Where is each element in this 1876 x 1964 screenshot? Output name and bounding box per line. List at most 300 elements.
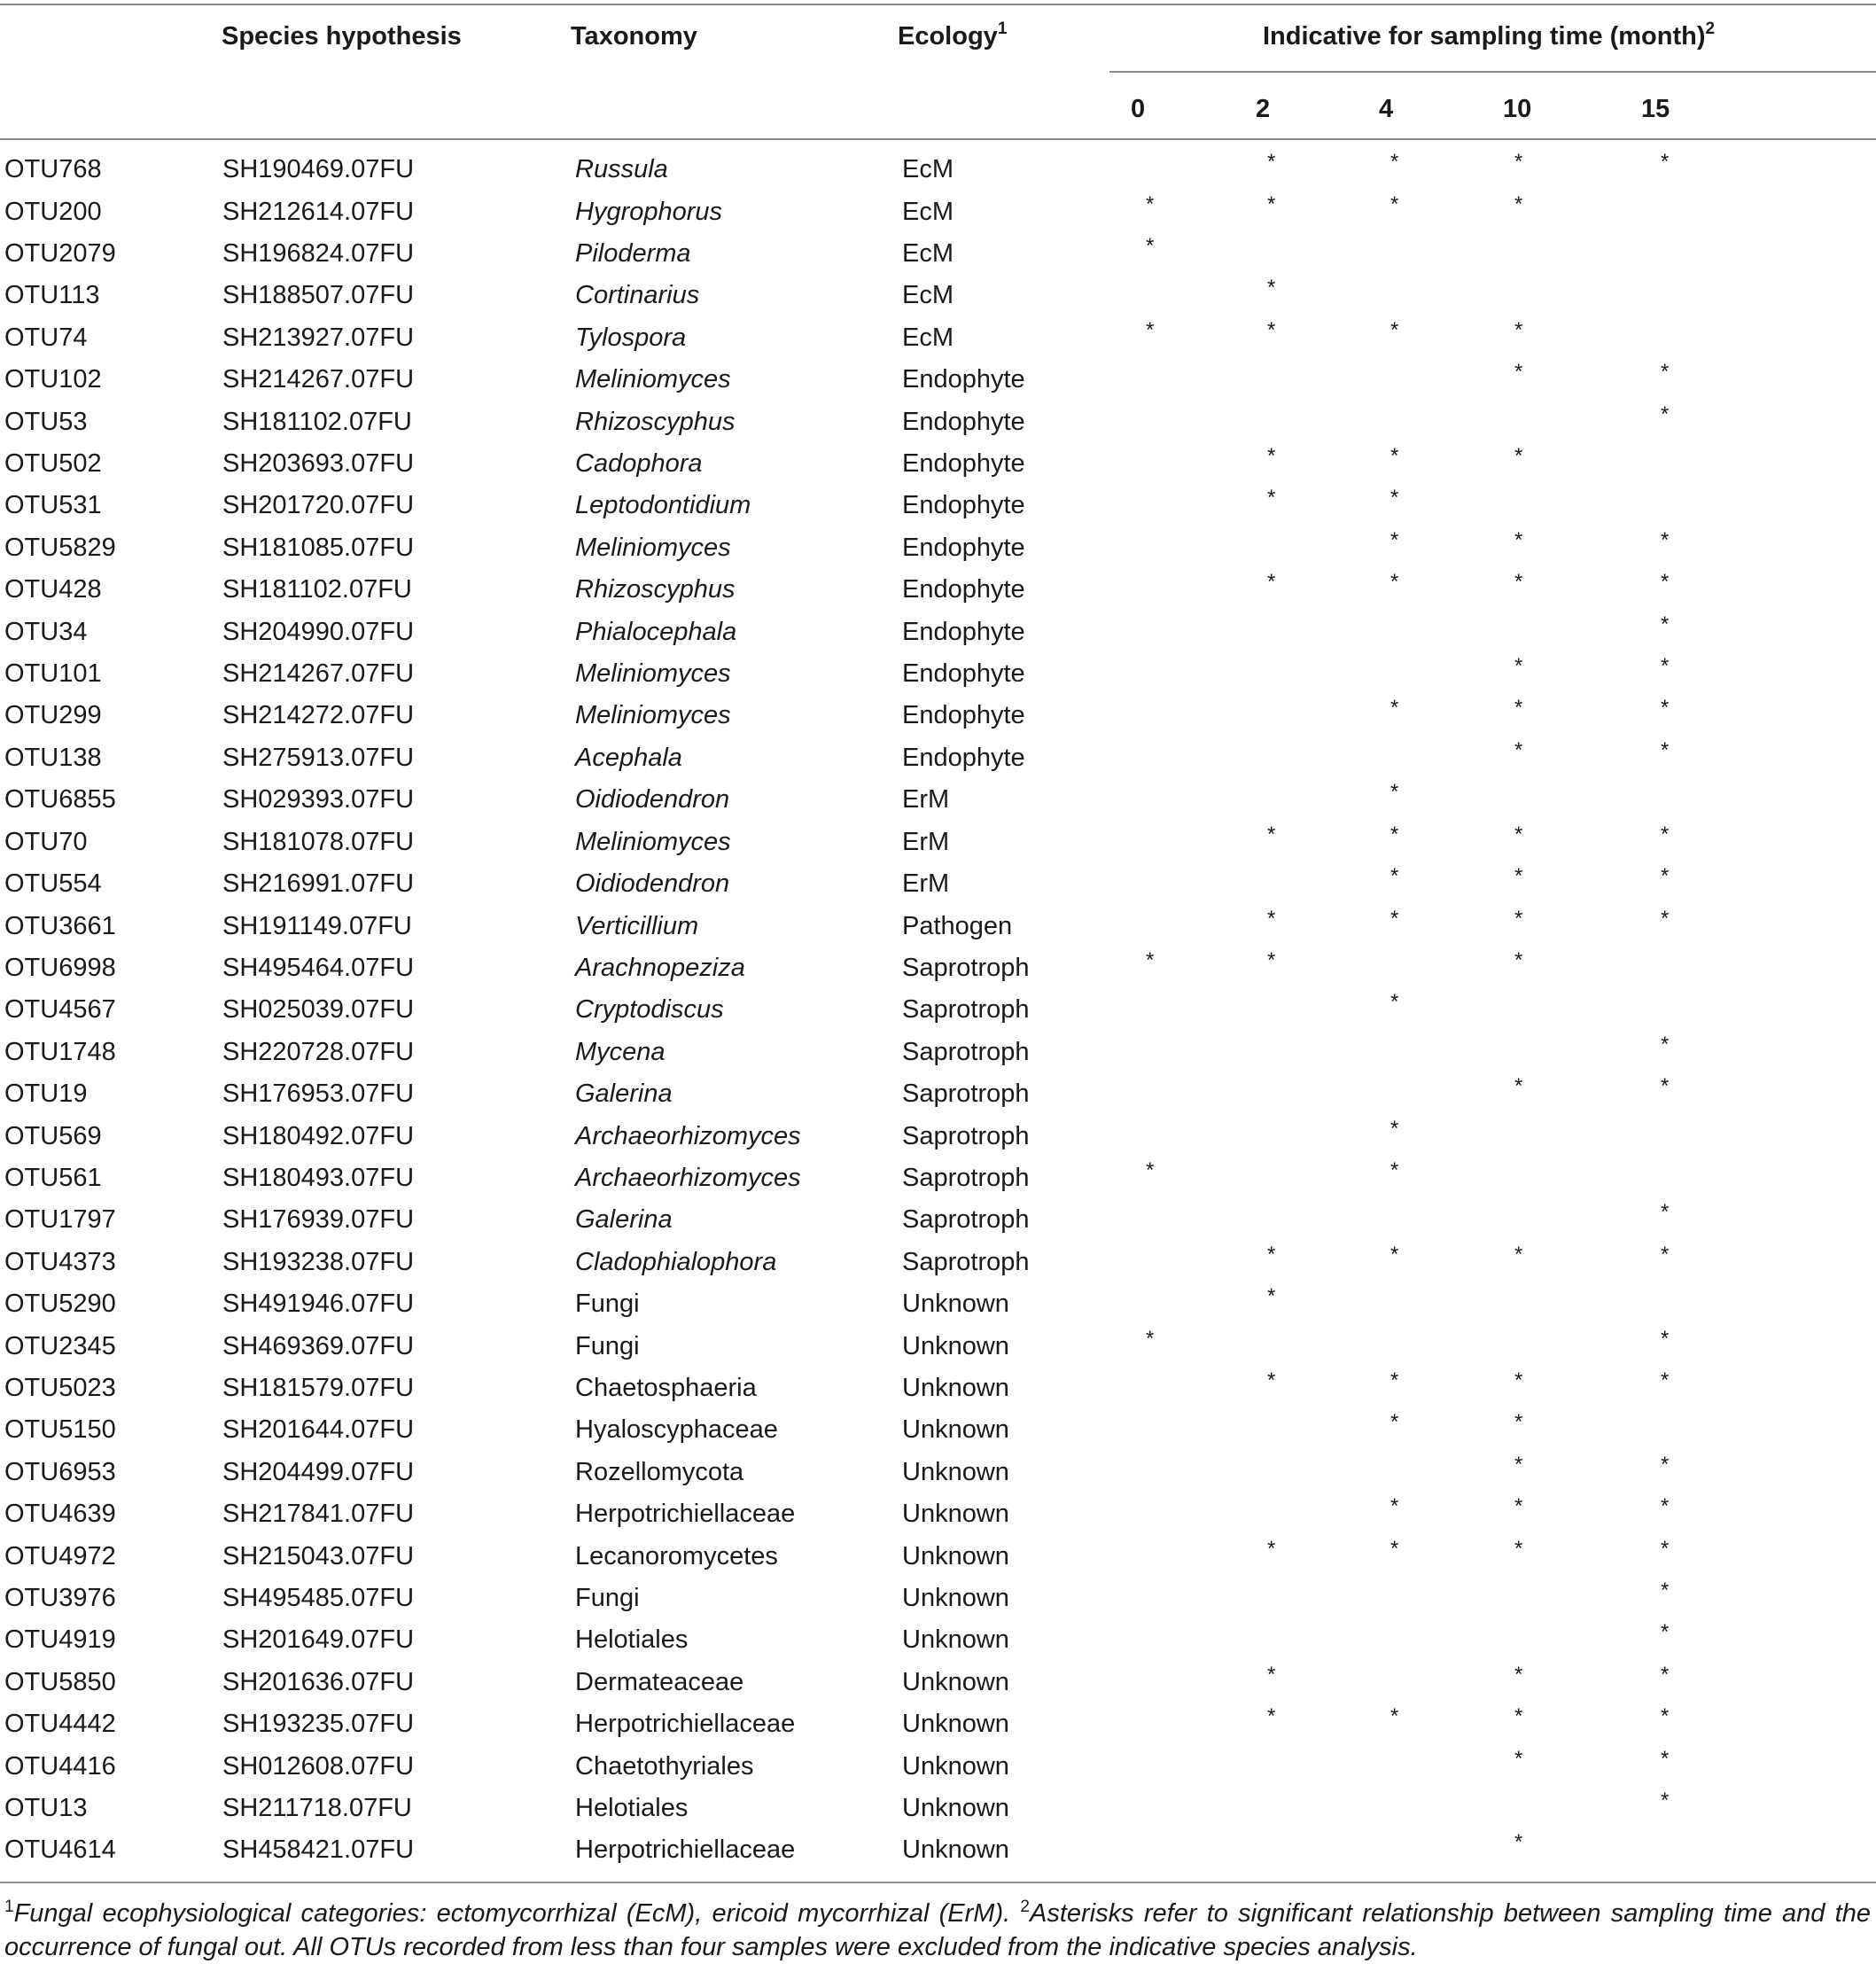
- month-10-cell: [1491, 989, 1630, 1031]
- significance-asterisk: *: [1267, 1536, 1276, 1561]
- table-row: [0, 359, 1876, 401]
- month-4-cell: [1367, 1619, 1491, 1661]
- significance-asterisk: *: [1514, 947, 1523, 972]
- otu-id-cell: OTU2079: [4, 239, 116, 269]
- taxonomy-cell: Fungi: [575, 1331, 640, 1360]
- ecology-cell: Unknown: [902, 1541, 1009, 1570]
- month-15-cell: [1630, 275, 1876, 316]
- otu-id-cell: OTU74: [4, 323, 88, 352]
- footnote-mark-1: 1: [4, 1898, 14, 1916]
- table-row: [0, 1535, 1876, 1577]
- species-hypothesis-cell: SH495485.07FU: [222, 1584, 415, 1613]
- species-hypothesis-cell: SH191149.07FU: [222, 911, 412, 940]
- header-month-4: 4: [1379, 95, 1394, 123]
- table-row: [0, 1368, 1876, 1409]
- taxonomy-cell: Piloderma: [575, 239, 691, 269]
- header-month-15: 15: [1641, 95, 1670, 123]
- otu-id-cell: OTU1748: [4, 1037, 116, 1066]
- month-15-cell: [1630, 779, 1876, 821]
- month-2-cell: [1243, 1452, 1367, 1493]
- month-15-cell: [1630, 1283, 1876, 1325]
- month-4-cell: [1367, 1493, 1491, 1535]
- ecology-cell: Unknown: [902, 1751, 1009, 1781]
- significance-asterisk: *: [1390, 191, 1399, 216]
- otu-id-cell: OTU101: [4, 659, 102, 689]
- month-2-cell: [1243, 1788, 1367, 1829]
- ecology-cell: Saprotroph: [902, 995, 1030, 1025]
- species-hypothesis-cell: SH469369.07FU: [222, 1331, 415, 1360]
- footnote-text-2: Asterisks refer to significant relationship between sampling time and the occurrence of fungal out. All OTUs recorded from less than four samples were excluded from the indicative species analysis.: [4, 1899, 1871, 1961]
- month-0-cell: [1121, 822, 1243, 863]
- table-row: [0, 1703, 1876, 1745]
- ecology-cell: ErM: [902, 869, 950, 899]
- taxonomy-cell: Tylospora: [575, 323, 687, 352]
- significance-asterisk: *: [1661, 1200, 1670, 1225]
- significance-asterisk: *: [1661, 1620, 1670, 1645]
- month-2-cell: [1243, 1325, 1367, 1367]
- species-hypothesis-cell: SH458421.07FU: [222, 1835, 415, 1865]
- month-10-cell: [1491, 191, 1630, 232]
- ecology-cell: Unknown: [902, 1331, 1009, 1360]
- month-10-cell: [1491, 569, 1630, 611]
- taxonomy-cell: Herpotrichiellaceae: [575, 1835, 796, 1865]
- month-4-cell: [1367, 989, 1491, 1031]
- species-hypothesis-cell: SH204499.07FU: [222, 1457, 415, 1486]
- significance-asterisk: *: [1514, 1830, 1523, 1855]
- significance-asterisk: *: [1146, 1157, 1155, 1182]
- species-hypothesis-cell: SH216991.07FU: [222, 869, 415, 899]
- footnote-mark-2: 2: [1020, 1898, 1030, 1916]
- month-0-cell: [1121, 947, 1243, 989]
- month-10-cell: [1491, 1745, 1630, 1787]
- month-10-cell: [1491, 233, 1630, 275]
- month-4-cell: [1367, 695, 1491, 736]
- month-15-cell: [1630, 1578, 1876, 1619]
- otu-id-cell: OTU2345: [4, 1331, 116, 1360]
- significance-asterisk: *: [1267, 486, 1276, 510]
- header-ecology-footnote-mark: 1: [997, 19, 1008, 38]
- significance-asterisk: *: [1146, 947, 1155, 972]
- taxonomy-cell: Rozellomycota: [575, 1457, 744, 1486]
- ecology-cell: Unknown: [902, 1835, 1009, 1865]
- month-0-cell: [1121, 1829, 1243, 1871]
- significance-asterisk: *: [1146, 234, 1155, 259]
- taxonomy-cell: Arachnopeziza: [575, 953, 745, 982]
- significance-asterisk: *: [1514, 654, 1523, 679]
- ecology-cell: Endophyte: [902, 575, 1025, 604]
- table-row: [0, 1829, 1876, 1871]
- month-4-cell: [1367, 1157, 1491, 1199]
- species-hypothesis-cell: SH201649.07FU: [222, 1625, 415, 1655]
- month-15-cell: [1630, 359, 1876, 401]
- month-2-cell: [1243, 1199, 1367, 1241]
- ecology-cell: Unknown: [902, 1667, 1009, 1696]
- header-ecology-label: Ecology: [898, 22, 998, 51]
- table-row: [0, 1619, 1876, 1661]
- month-10-cell: [1491, 149, 1630, 191]
- significance-asterisk: *: [1146, 1326, 1155, 1351]
- month-2-cell: [1243, 317, 1367, 359]
- significance-asterisk: *: [1661, 696, 1670, 721]
- species-hypothesis-cell: SH012608.07FU: [222, 1751, 415, 1781]
- month-15-cell: [1630, 653, 1876, 695]
- month-4-cell: [1367, 1703, 1491, 1745]
- ecology-cell: Endophyte: [902, 617, 1025, 646]
- header-indicative-label: Indicative for sampling time (month): [1263, 22, 1706, 51]
- significance-asterisk: *: [1661, 612, 1670, 636]
- month-4-cell: [1367, 275, 1491, 316]
- ecology-cell: Saprotroph: [902, 953, 1030, 982]
- table-row: [0, 1073, 1876, 1115]
- table-row: [0, 275, 1876, 316]
- month-15-cell: [1630, 1535, 1876, 1577]
- month-2-cell: [1243, 1829, 1367, 1871]
- month-2-cell: [1243, 863, 1367, 905]
- month-0-cell: [1121, 653, 1243, 695]
- month-15-cell: [1630, 989, 1876, 1031]
- ecology-cell: ErM: [902, 827, 950, 856]
- month-15-cell: [1630, 737, 1876, 779]
- month-2-cell: [1243, 527, 1367, 569]
- species-hypothesis-cell: SH181102.07FU: [222, 407, 412, 436]
- month-2-cell: [1243, 822, 1367, 863]
- table-row: [0, 569, 1876, 611]
- significance-asterisk: *: [1267, 906, 1276, 931]
- month-4-cell: [1367, 191, 1491, 232]
- significance-asterisk: *: [1514, 1494, 1523, 1519]
- significance-asterisk: *: [1514, 1452, 1523, 1477]
- month-10-cell: [1491, 443, 1630, 485]
- significance-asterisk: *: [1390, 1494, 1399, 1519]
- month-10-cell: [1491, 1788, 1630, 1829]
- taxonomy-cell: Russula: [575, 155, 668, 184]
- month-0-cell: [1121, 1535, 1243, 1577]
- otu-id-cell: OTU4972: [4, 1541, 116, 1570]
- significance-asterisk: *: [1514, 527, 1523, 552]
- ecology-cell: Unknown: [902, 1710, 1009, 1739]
- significance-asterisk: *: [1661, 1789, 1670, 1813]
- ecology-cell: Saprotroph: [902, 1247, 1030, 1276]
- month-10-cell: [1491, 1409, 1630, 1451]
- ecology-cell: Pathogen: [902, 911, 1013, 940]
- table-row: [0, 1199, 1876, 1241]
- table-row: [0, 1662, 1876, 1703]
- taxonomy-cell: Chaetosphaeria: [575, 1373, 757, 1402]
- otu-id-cell: OTU113: [4, 281, 100, 310]
- month-2-cell: [1243, 149, 1367, 191]
- significance-asterisk: *: [1514, 1368, 1523, 1392]
- header-taxonomy: Taxonomy: [571, 22, 697, 51]
- header-month-10: 10: [1503, 95, 1532, 123]
- otu-id-cell: OTU1797: [4, 1205, 116, 1235]
- otu-id-cell: OTU102: [4, 365, 102, 394]
- species-hypothesis-cell: SH025039.07FU: [222, 995, 415, 1025]
- month-15-cell: [1630, 947, 1876, 989]
- taxonomy-cell: Helotiales: [575, 1794, 689, 1823]
- taxonomy-cell: Lecanoromycetes: [575, 1541, 778, 1570]
- table-row: [0, 863, 1876, 905]
- month-0-cell: [1121, 401, 1243, 442]
- month-15-cell: [1630, 611, 1876, 652]
- month-10-cell: [1491, 1452, 1630, 1493]
- month-10-cell: [1491, 1535, 1630, 1577]
- taxonomy-cell: Fungi: [575, 1290, 640, 1319]
- month-4-cell: [1367, 233, 1491, 275]
- month-2-cell: [1243, 1703, 1367, 1745]
- month-2-cell: [1243, 359, 1367, 401]
- species-hypothesis-cell: SH180492.07FU: [222, 1121, 415, 1150]
- month-4-cell: [1367, 1073, 1491, 1115]
- significance-asterisk: *: [1661, 1662, 1670, 1687]
- species-hypothesis-cell: SH188507.07FU: [222, 281, 415, 310]
- taxonomy-cell: Leptodontidium: [575, 491, 751, 520]
- month-4-cell: [1367, 1578, 1491, 1619]
- month-15-cell: [1630, 527, 1876, 569]
- month-0-cell: [1121, 1115, 1243, 1157]
- month-15-cell: [1630, 1032, 1876, 1073]
- taxonomy-cell: Meliniomyces: [575, 827, 731, 856]
- month-10-cell: [1491, 1578, 1630, 1619]
- month-0-cell: [1121, 1199, 1243, 1241]
- taxonomy-cell: Herpotrichiellaceae: [575, 1710, 796, 1739]
- month-2-cell: [1243, 1745, 1367, 1787]
- month-2-cell: [1243, 275, 1367, 316]
- otu-id-cell: OTU4442: [4, 1710, 116, 1739]
- significance-asterisk: *: [1267, 317, 1276, 342]
- significance-asterisk: *: [1661, 1326, 1670, 1351]
- month-15-cell: [1630, 1199, 1876, 1241]
- header-ecology: [898, 21, 1007, 51]
- table-row: [0, 1325, 1876, 1367]
- otu-id-cell: OTU5023: [4, 1373, 116, 1402]
- table-body: [0, 149, 1876, 1872]
- month-2-cell: [1243, 1283, 1367, 1325]
- month-4-cell: [1367, 822, 1491, 863]
- significance-asterisk: *: [1514, 444, 1523, 469]
- month-4-cell: [1367, 653, 1491, 695]
- otu-id-cell: OTU6855: [4, 785, 116, 814]
- taxonomy-cell: Acephala: [575, 743, 682, 772]
- ecology-cell: Unknown: [902, 1584, 1009, 1613]
- month-15-cell: [1630, 149, 1876, 191]
- otu-id-cell: OTU768: [4, 155, 102, 184]
- month-0-cell: [1121, 1409, 1243, 1451]
- significance-asterisk: *: [1390, 1242, 1399, 1266]
- header-month-2: 2: [1256, 95, 1271, 123]
- table-row: [0, 1283, 1876, 1325]
- table-row: [0, 1578, 1876, 1619]
- month-4-cell: [1367, 1242, 1491, 1283]
- ecology-cell: Unknown: [902, 1625, 1009, 1655]
- table-row: [0, 317, 1876, 359]
- otu-id-cell: OTU70: [4, 827, 88, 856]
- otu-id-cell: OTU19: [4, 1079, 88, 1109]
- species-hypothesis-cell: SH180493.07FU: [222, 1163, 415, 1192]
- month-4-cell: [1367, 737, 1491, 779]
- month-0-cell: [1121, 695, 1243, 736]
- month-2-cell: [1243, 695, 1367, 736]
- month-10-cell: [1491, 779, 1630, 821]
- month-15-cell: [1630, 1242, 1876, 1283]
- significance-asterisk: *: [1661, 654, 1670, 679]
- header-species-hypothesis: Species hypothesis: [222, 22, 462, 51]
- month-10-cell: [1491, 1199, 1630, 1241]
- month-0-cell: [1121, 1493, 1243, 1535]
- month-10-cell: [1491, 695, 1630, 736]
- month-0-cell: [1121, 317, 1243, 359]
- month-15-cell: [1630, 401, 1876, 442]
- month-10-cell: [1491, 947, 1630, 989]
- table-row: [0, 191, 1876, 232]
- table-row: [0, 989, 1876, 1031]
- ecology-cell: Unknown: [902, 1290, 1009, 1319]
- taxonomy-cell: Cadophora: [575, 449, 703, 479]
- taxonomy-cell: Meliniomyces: [575, 533, 731, 562]
- month-0-cell: [1121, 1452, 1243, 1493]
- month-0-cell: [1121, 1242, 1243, 1283]
- table-row: [0, 611, 1876, 652]
- significance-asterisk: *: [1390, 486, 1399, 510]
- significance-asterisk: *: [1267, 570, 1276, 595]
- species-hypothesis-cell: SH201720.07FU: [222, 491, 415, 520]
- month-0-cell: [1121, 233, 1243, 275]
- significance-asterisk: *: [1661, 1494, 1670, 1519]
- significance-asterisk: *: [1390, 570, 1399, 595]
- month-2-cell: [1243, 611, 1367, 652]
- month-15-cell: [1630, 569, 1876, 611]
- month-15-cell: [1630, 905, 1876, 947]
- otu-id-cell: OTU5150: [4, 1415, 116, 1445]
- significance-asterisk: *: [1661, 1368, 1670, 1392]
- significance-asterisk: *: [1661, 1032, 1670, 1056]
- otu-id-cell: OTU428: [4, 575, 102, 604]
- taxonomy-cell: Oidiodendron: [575, 869, 730, 899]
- month-4-cell: [1367, 149, 1491, 191]
- month-15-cell: [1630, 1115, 1876, 1157]
- month-15-cell: [1630, 1745, 1876, 1787]
- significance-asterisk: *: [1267, 1662, 1276, 1687]
- ecology-cell: EcM: [902, 155, 954, 184]
- significance-asterisk: *: [1661, 1578, 1670, 1603]
- otu-id-cell: OTU13: [4, 1794, 88, 1823]
- month-4-cell: [1367, 1745, 1491, 1787]
- month-0-cell: [1121, 149, 1243, 191]
- species-hypothesis-cell: SH181085.07FU: [222, 533, 415, 562]
- month-4-cell: [1367, 317, 1491, 359]
- ecology-cell: Unknown: [902, 1373, 1009, 1402]
- ecology-cell: Unknown: [902, 1415, 1009, 1445]
- significance-asterisk: *: [1661, 150, 1670, 175]
- table-row: [0, 485, 1876, 526]
- table-row: [0, 149, 1876, 191]
- taxonomy-cell: Mycena: [575, 1037, 666, 1066]
- species-hypothesis-cell: SH203693.07FU: [222, 449, 415, 479]
- month-4-cell: [1367, 1409, 1491, 1451]
- month-0-cell: [1121, 611, 1243, 652]
- month-4-cell: [1367, 1115, 1491, 1157]
- month-10-cell: [1491, 863, 1630, 905]
- significance-asterisk: *: [1514, 150, 1523, 175]
- significance-asterisk: *: [1661, 1074, 1670, 1099]
- month-0-cell: [1121, 989, 1243, 1031]
- table-row: [0, 527, 1876, 569]
- month-15-cell: [1630, 233, 1876, 275]
- significance-asterisk: *: [1661, 570, 1670, 595]
- taxonomy-cell: Meliniomyces: [575, 659, 731, 689]
- month-15-cell: [1630, 1325, 1876, 1367]
- otu-id-cell: OTU3661: [4, 911, 116, 940]
- significance-asterisk: *: [1661, 822, 1670, 846]
- species-hypothesis-cell: SH214267.07FU: [222, 365, 415, 394]
- significance-asterisk: *: [1390, 864, 1399, 889]
- table-row: [0, 737, 1876, 779]
- month-4-cell: [1367, 359, 1491, 401]
- month-0-cell: [1121, 1283, 1243, 1325]
- month-10-cell: [1491, 1619, 1630, 1661]
- significance-asterisk: *: [1514, 696, 1523, 721]
- month-10-cell: [1491, 401, 1630, 442]
- significance-asterisk: *: [1267, 1704, 1276, 1729]
- species-hypothesis-cell: SH214267.07FU: [222, 659, 415, 689]
- significance-asterisk: *: [1390, 780, 1399, 805]
- species-hypothesis-cell: SH215043.07FU: [222, 1541, 415, 1570]
- ecology-cell: Unknown: [902, 1500, 1009, 1529]
- ecology-cell: Saprotroph: [902, 1205, 1030, 1235]
- month-0-cell: [1121, 359, 1243, 401]
- taxonomy-cell: Archaeorhizomyces: [575, 1121, 801, 1150]
- otu-id-cell: OTU4416: [4, 1751, 116, 1781]
- species-hypothesis-cell: SH176939.07FU: [222, 1205, 415, 1235]
- taxonomy-cell: Chaetothyriales: [575, 1751, 754, 1781]
- species-hypothesis-cell: SH491946.07FU: [222, 1290, 415, 1319]
- month-10-cell: [1491, 1242, 1630, 1283]
- month-15-cell: [1630, 1073, 1876, 1115]
- month-2-cell: [1243, 1662, 1367, 1703]
- month-0-cell: [1121, 1578, 1243, 1619]
- species-hypothesis-cell: SH181102.07FU: [222, 575, 412, 604]
- month-10-cell: [1491, 1325, 1630, 1367]
- table-row: [0, 1745, 1876, 1787]
- significance-asterisk: *: [1661, 1746, 1670, 1771]
- taxonomy-cell: Herpotrichiellaceae: [575, 1500, 796, 1529]
- species-hypothesis-cell: SH181078.07FU: [222, 827, 415, 856]
- significance-asterisk: *: [1267, 150, 1276, 175]
- table-row: [0, 1157, 1876, 1199]
- month-0-cell: [1121, 191, 1243, 232]
- month-4-cell: [1367, 1032, 1491, 1073]
- significance-asterisk: *: [1661, 401, 1670, 426]
- taxonomy-cell: Rhizoscyphus: [575, 575, 736, 604]
- month-10-cell: [1491, 317, 1630, 359]
- significance-asterisk: *: [1514, 191, 1523, 216]
- significance-asterisk: *: [1661, 1242, 1670, 1266]
- table-row: [0, 1409, 1876, 1451]
- month-15-cell: [1630, 1703, 1876, 1745]
- month-10-cell: [1491, 611, 1630, 652]
- otu-id-cell: OTU6998: [4, 953, 116, 982]
- table-row: [0, 822, 1876, 863]
- significance-asterisk: *: [1267, 947, 1276, 972]
- month-15-cell: [1630, 191, 1876, 232]
- month-4-cell: [1367, 485, 1491, 526]
- significance-asterisk: *: [1514, 737, 1523, 762]
- ecology-cell: EcM: [902, 281, 954, 310]
- month-10-cell: [1491, 527, 1630, 569]
- ecology-cell: ErM: [902, 785, 950, 814]
- month-15-cell: [1630, 695, 1876, 736]
- significance-asterisk: *: [1267, 444, 1276, 469]
- month-10-cell: [1491, 653, 1630, 695]
